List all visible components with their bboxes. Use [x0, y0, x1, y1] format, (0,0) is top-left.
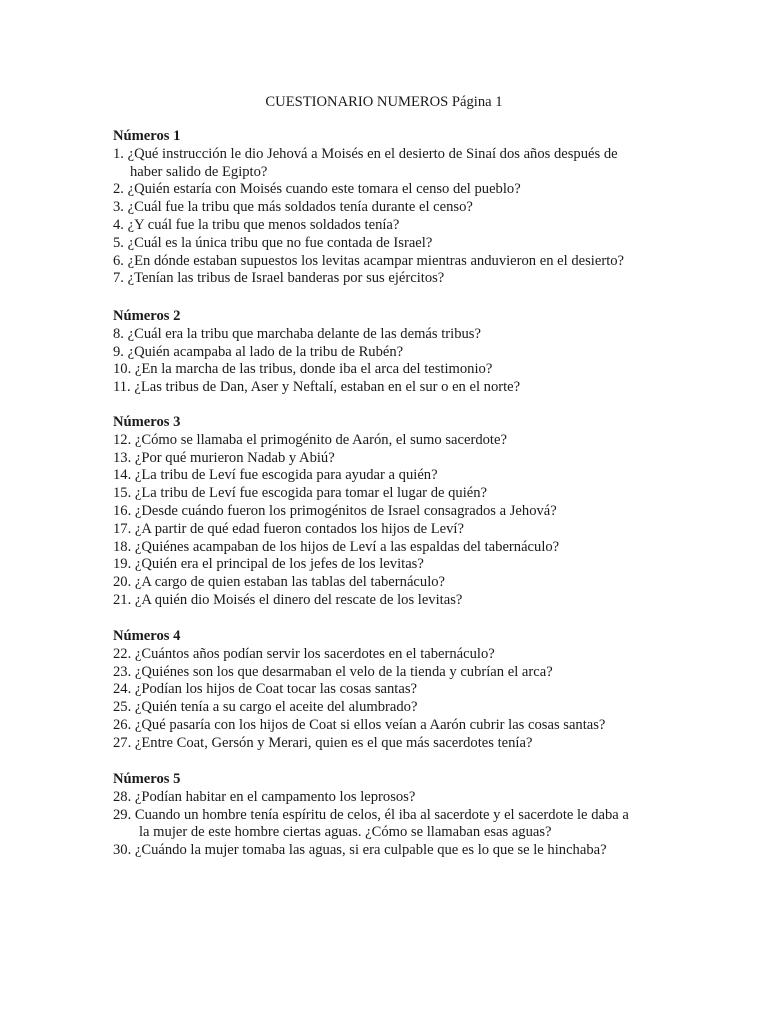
question-number: 29.: [113, 806, 132, 823]
question-text: ¿Quién tenía a su cargo el aceite del alumbrado?: [131, 699, 418, 716]
question-number: 30.: [113, 842, 132, 859]
question-number: 1.: [113, 145, 124, 162]
question-text: ¿La tribu de Leví fue escogida para ayudar a quién?: [131, 467, 438, 484]
question-line: [113, 699, 673, 717]
question-number: 2.: [113, 181, 124, 198]
question-line: [113, 717, 673, 735]
question-line: [113, 270, 673, 288]
section-heading: Números 1: [113, 128, 181, 144]
question-number: 15.: [113, 485, 132, 502]
question-number: 11.: [113, 379, 131, 396]
question-number: 14.: [113, 467, 132, 484]
question-text: ¿Podían los hijos de Coat tocar las cosas santas?: [131, 681, 417, 698]
question-item: [113, 521, 673, 539]
question-text: ¿Tenían las tribus de Israel banderas por sus ejércitos?: [123, 270, 445, 287]
question-item: [113, 807, 673, 843]
question-text: ¿A cargo de quien estaban las tablas del tabernáculo?: [131, 574, 446, 591]
question-item: [113, 556, 673, 574]
question-line: [113, 842, 673, 860]
question-line: [113, 664, 673, 682]
question-number: 16.: [113, 502, 132, 519]
section-numeros-3: [113, 414, 673, 610]
question-line: [113, 574, 673, 592]
question-item: [113, 253, 673, 271]
question-number: 25.: [113, 699, 132, 716]
question-line: [113, 146, 673, 164]
question-number: 21.: [113, 591, 132, 608]
question-item: [113, 217, 673, 235]
question-number: 7.: [113, 270, 124, 287]
question-text: ¿Quién acampaba al lado de la tribu de Rubén?: [123, 343, 404, 360]
question-number: 23.: [113, 663, 132, 680]
question-item: [113, 592, 673, 610]
section-heading: Números 5: [113, 771, 181, 787]
question-number: 6.: [113, 252, 124, 269]
question-line: [113, 199, 673, 217]
question-item: [113, 789, 673, 807]
question-text: Cuando un hombre tenía espíritu de celos, él iba al sacerdote y el sacerdote le daba a: [131, 806, 629, 823]
question-text: ¿Por qué murieron Nadab y Abiú?: [131, 449, 335, 466]
question-text: ¿Entre Coat, Gersón y Merari, quien es el que más sacerdotes tenía?: [131, 734, 533, 751]
question-line: [113, 539, 673, 557]
question-line: [113, 326, 673, 344]
question-text: ¿Desde cuándo fueron los primogénitos de Israel consagrados a Jehová?: [131, 502, 557, 519]
question-text: ¿Quién era el principal de los jefes de los levitas?: [131, 556, 424, 573]
question-number: 5.: [113, 234, 124, 251]
question-text-continuation: la mujer de este hombre ciertas aguas. ¿Cómo se llamaban esas aguas?: [139, 824, 552, 841]
question-item: [113, 664, 673, 682]
question-text: ¿Podían habitar en el campamento los leprosos?: [131, 788, 416, 805]
question-text: ¿Cuántos años podían servir los sacerdotes en el tabernáculo?: [131, 645, 495, 662]
question-text: ¿A partir de qué edad fueron contados los hijos de Leví?: [131, 520, 464, 537]
question-item: [113, 361, 673, 379]
question-text: ¿En la marcha de las tribus, donde iba el arca del testimonio?: [131, 361, 493, 378]
question-text: ¿Cuál fue la tribu que más soldados tenía durante el censo?: [123, 199, 473, 216]
question-item: [113, 646, 673, 664]
question-text: ¿Cuál es la única tribu que no fue contada de Israel?: [123, 234, 433, 251]
question-item: [113, 326, 673, 344]
document-title: CUESTIONARIO NUMEROS Página 1: [265, 94, 503, 110]
question-number: 17.: [113, 520, 132, 537]
section-numeros-2: [113, 308, 673, 397]
question-line: [113, 361, 673, 379]
question-number: 19.: [113, 556, 132, 573]
question-text-continuation: haber salido de Egipto?: [130, 163, 268, 180]
question-item: [113, 450, 673, 468]
question-line: [113, 681, 673, 699]
question-item: [113, 379, 673, 397]
question-text: ¿Quiénes son los que desarmaban el velo de la tienda y cubrían el arca?: [131, 663, 553, 680]
question-text: ¿Qué instrucción le dio Jehová a Moisés en el desierto de Sinaí dos años después de: [123, 145, 618, 162]
question-number: 4.: [113, 216, 124, 233]
question-text: ¿Cómo se llamaba el primogénito de Aarón, el sumo sacerdote?: [131, 431, 507, 448]
section-heading: Números 4: [113, 628, 181, 644]
question-line: [113, 807, 673, 825]
question-number: 26.: [113, 716, 132, 733]
question-text: ¿En dónde estaban supuestos los levitas acampar mientras anduvieron en el desierto?: [123, 252, 625, 269]
question-line: [113, 789, 673, 807]
question-line: [113, 503, 673, 521]
question-item: [113, 146, 673, 182]
question-line: [113, 217, 673, 235]
section-numeros-1: [113, 128, 673, 288]
section-heading: Números 2: [113, 308, 181, 324]
question-item: [113, 181, 673, 199]
section-numeros-4: [113, 628, 673, 753]
question-line: [113, 521, 673, 539]
question-line: [113, 379, 673, 397]
question-number: 12.: [113, 431, 132, 448]
question-text: ¿Qué pasaría con los hijos de Coat si ellos veían a Aarón cubrir las cosas santas?: [131, 716, 606, 733]
question-item: [113, 199, 673, 217]
question-item: [113, 574, 673, 592]
question-line: [113, 467, 673, 485]
question-number: 18.: [113, 538, 132, 555]
question-item: [113, 681, 673, 699]
question-item: [113, 842, 673, 860]
question-item: [113, 485, 673, 503]
question-text: ¿Quiénes acampaban de los hijos de Leví a las espaldas del tabernáculo?: [131, 538, 560, 555]
question-number: 27.: [113, 734, 132, 751]
question-number: 28.: [113, 788, 132, 805]
question-item: [113, 539, 673, 557]
question-line: [113, 344, 673, 362]
question-line: [113, 646, 673, 664]
question-number: 3.: [113, 199, 124, 216]
question-number: 24.: [113, 681, 132, 698]
question-text: ¿Las tribus de Dan, Aser y Neftalí, estaban en el sur o en el norte?: [130, 379, 521, 396]
question-number: 8.: [113, 325, 124, 342]
question-line: [113, 592, 673, 610]
section-numeros-5: [113, 771, 673, 860]
question-line: [113, 735, 673, 753]
question-text: ¿Quién estaría con Moisés cuando este tomara el censo del pueblo?: [123, 181, 521, 198]
question-text: ¿A quién dio Moisés el dinero del rescate de los levitas?: [131, 591, 463, 608]
question-number: 22.: [113, 645, 132, 662]
question-line: [113, 450, 673, 468]
question-text: ¿Y cuál fue la tribu que menos soldados tenía?: [123, 216, 400, 233]
question-number: 10.: [113, 361, 132, 378]
question-line: [113, 235, 673, 253]
section-heading: Números 3: [113, 414, 181, 430]
question-number: 9.: [113, 343, 124, 360]
question-number: 20.: [113, 574, 132, 591]
question-line: [113, 485, 673, 503]
question-item: [113, 344, 673, 362]
question-item: [113, 735, 673, 753]
question-item: [113, 432, 673, 450]
question-line: [113, 253, 673, 271]
question-item: [113, 699, 673, 717]
question-item: [113, 467, 673, 485]
question-text: ¿Cuál era la tribu que marchaba delante de las demás tribus?: [123, 325, 481, 342]
question-item: [113, 235, 673, 253]
question-line: [113, 432, 673, 450]
question-text: ¿La tribu de Leví fue escogida para tomar el lugar de quién?: [131, 485, 488, 502]
question-item: [113, 503, 673, 521]
question-line: [113, 181, 673, 199]
question-item: [113, 717, 673, 735]
question-number: 13.: [113, 449, 132, 466]
question-item: [113, 270, 673, 288]
question-line: [113, 556, 673, 574]
question-text: ¿Cuándo la mujer tomaba las aguas, si era culpable que es lo que se le hinchaba?: [131, 842, 607, 859]
